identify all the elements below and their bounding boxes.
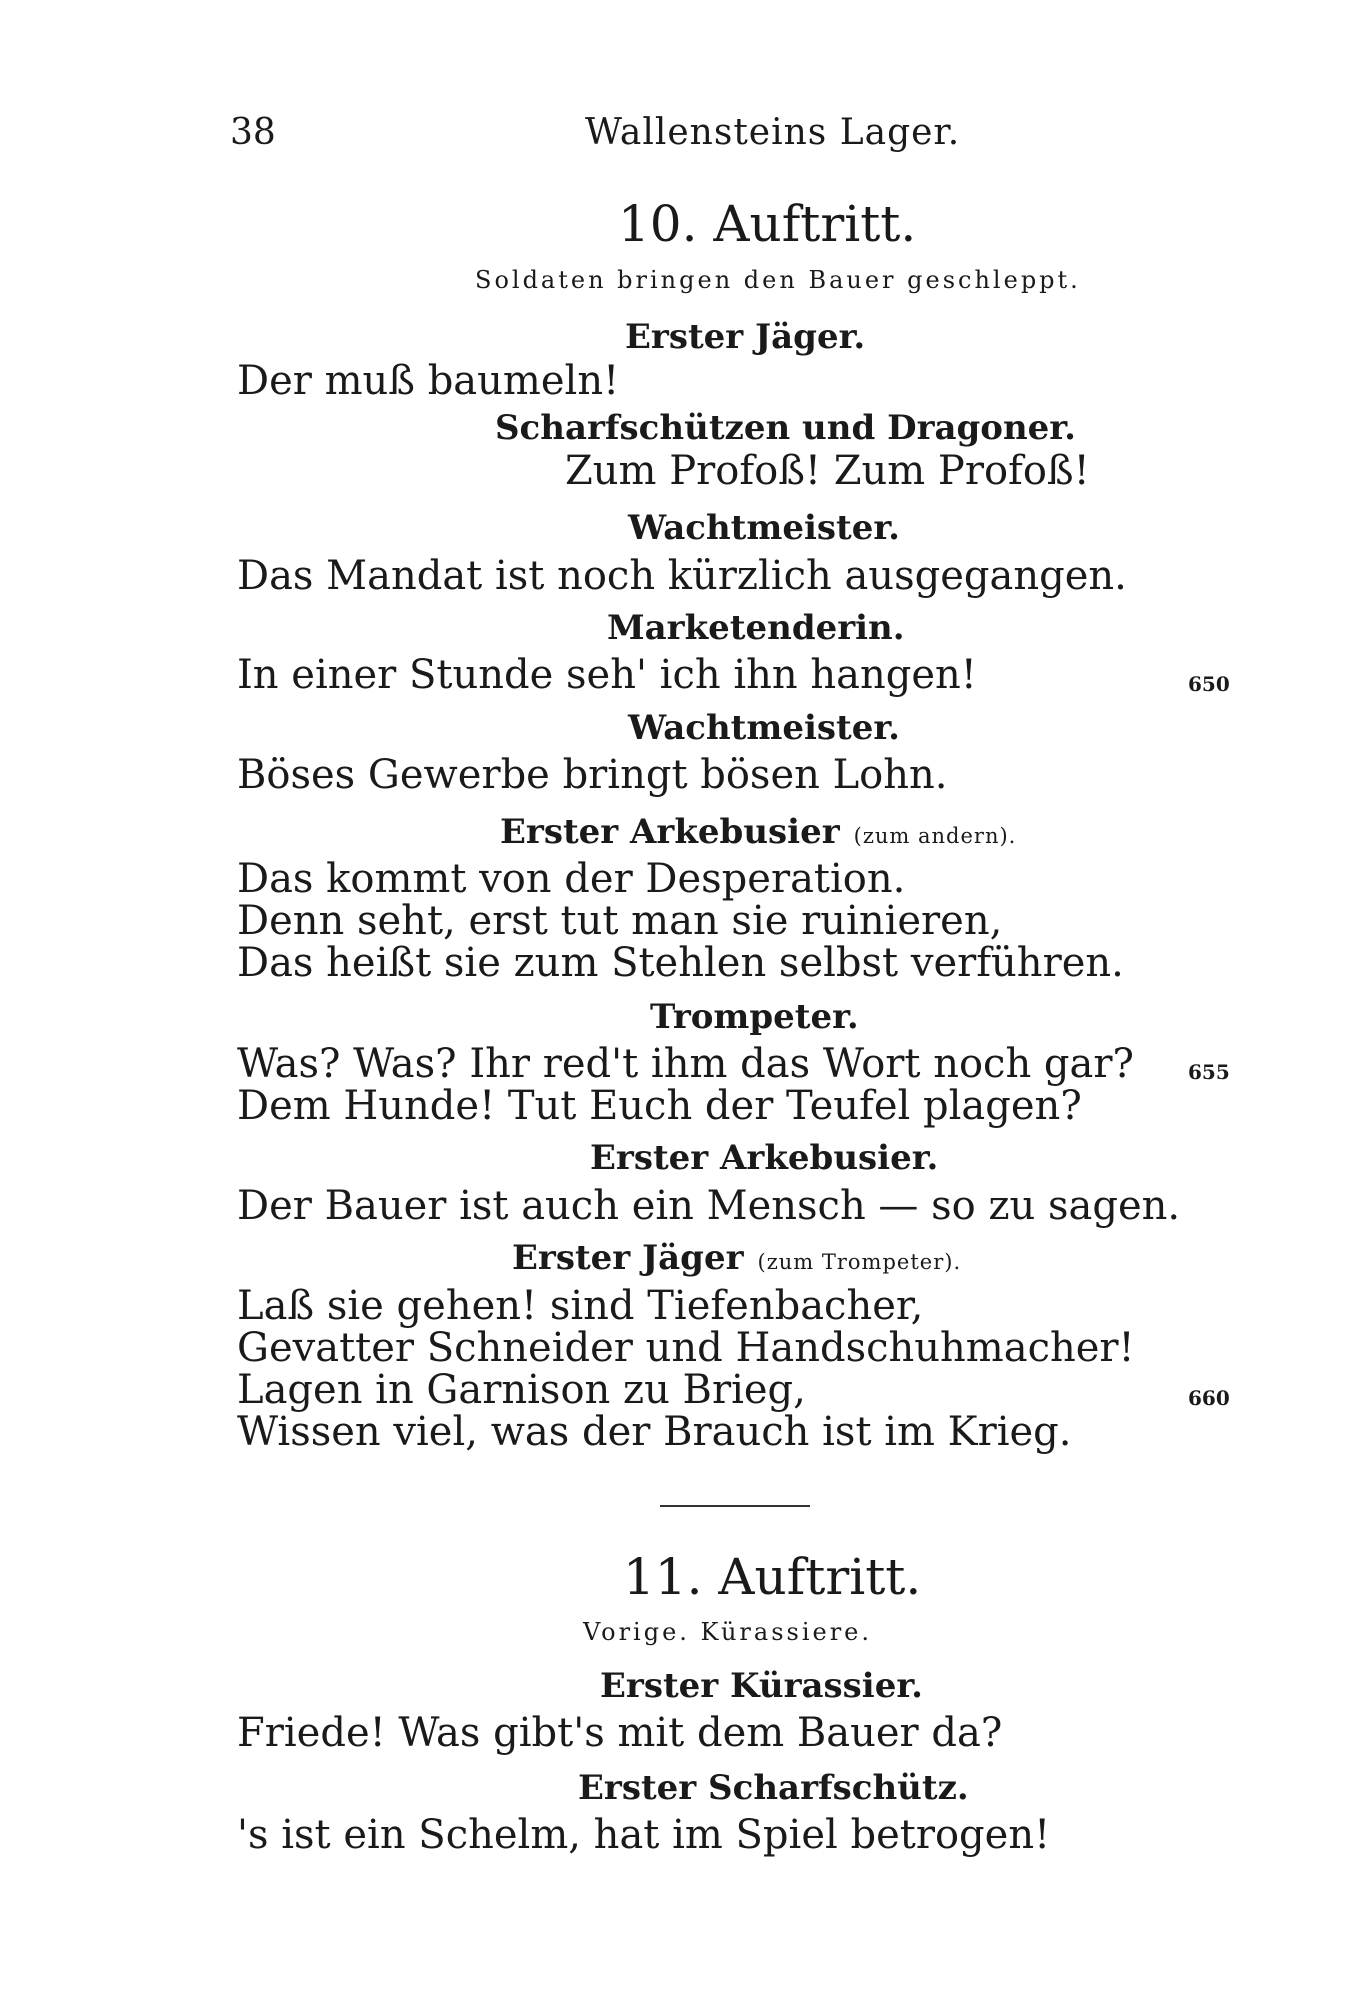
speaker-heading: Erster Scharfschütz. — [578, 1768, 969, 1808]
verse-line: Denn seht, erst tut man sie ruinieren, — [237, 898, 1003, 944]
scene-title: 11. Auftritt. — [623, 1548, 922, 1606]
speaker-heading: Marketenderin. — [607, 608, 905, 648]
verse-line: Gevatter Schneider und Handschuhmacher! — [237, 1325, 1135, 1371]
stage-direction: Vorige. Kürassiere. — [583, 1618, 873, 1646]
verse-line: Lagen in Garnison zu Brieg, — [237, 1367, 806, 1413]
speaker-heading: Erster Kürassier. — [600, 1666, 923, 1706]
page-number: 38 — [230, 112, 276, 153]
line-number: 655 — [1188, 1060, 1230, 1084]
speaker-heading — [500, 812, 1016, 852]
stage-direction: Soldaten bringen den Bauer geschleppt. — [475, 266, 1081, 294]
speaker-name: Erster Arkebusier — [500, 812, 840, 852]
running-title: Wallensteins Lager. — [585, 112, 961, 153]
verse-line: Dem Hunde! Tut Euch der Teufel plagen? — [237, 1083, 1082, 1129]
verse-line: Wissen viel, was der Brauch ist im Krieg. — [237, 1409, 1072, 1455]
verse-line: Das heißt sie zum Stehlen selbst verführen. — [237, 940, 1124, 986]
verse-line: Laß sie gehen! sind Tiefenbacher, — [237, 1283, 924, 1329]
verse-line: Der Bauer ist auch ein Mensch — so zu sagen. — [237, 1183, 1181, 1229]
speaker-heading — [512, 1238, 961, 1278]
speaker-heading: Trompeter. — [650, 997, 859, 1037]
speaker-heading: Wachtmeister. — [628, 708, 901, 748]
scene-title: 10. Auftritt. — [618, 195, 917, 253]
speaker-heading: Erster Jäger. — [625, 317, 866, 357]
verse-line: Friede! Was gibt's mit dem Bauer da? — [237, 1710, 1003, 1756]
verse-line: Zum Profoß! Zum Profoß! — [565, 448, 1090, 494]
verse-line: In einer Stunde seh' ich ihn hangen! — [237, 652, 977, 698]
verse-line: Das Mandat ist noch kürzlich ausgegangen. — [237, 553, 1127, 599]
verse-line: Der muß baumeln! — [237, 358, 620, 404]
line-number: 650 — [1188, 672, 1230, 696]
verse-line: Böses Gewerbe bringt bösen Lohn. — [237, 752, 948, 798]
speaker-heading: Scharfschützen und Dragoner. — [495, 408, 1076, 448]
verse-line: 's ist ein Schelm, hat im Spiel betrogen! — [237, 1812, 1051, 1858]
speaker-direction: (zum andern). — [853, 824, 1017, 848]
speaker-name: Erster Jäger — [512, 1238, 744, 1278]
section-divider — [660, 1505, 810, 1507]
line-number: 660 — [1188, 1386, 1230, 1410]
speaker-heading: Erster Arkebusier. — [590, 1138, 939, 1178]
verse-line: Was? Was? Ihr red't ihm das Wort noch gar? — [237, 1041, 1134, 1087]
speaker-direction: (zum Trompeter). — [757, 1250, 962, 1274]
speaker-heading: Wachtmeister. — [628, 508, 901, 548]
verse-line: Das kommt von der Desperation. — [237, 856, 906, 902]
